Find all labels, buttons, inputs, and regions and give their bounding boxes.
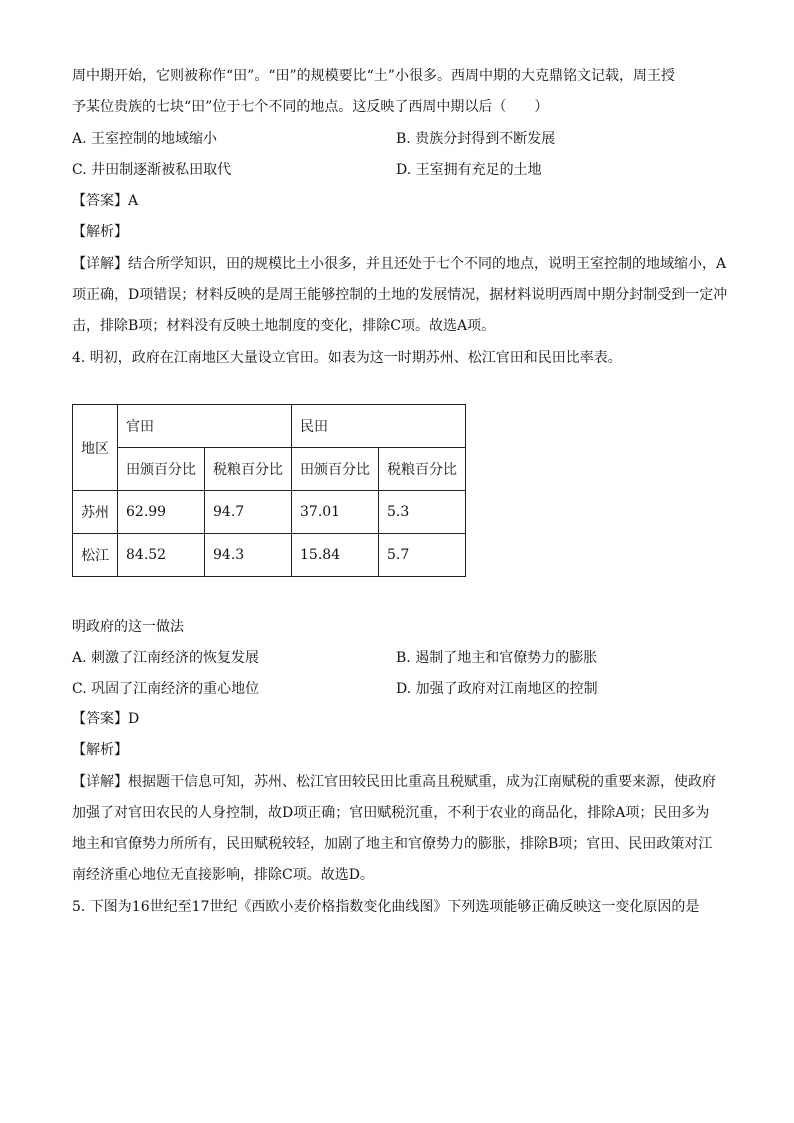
q4-detail-line-4: 南经济重心地位无直接影响，排除C项。故选D。 [72,867,374,883]
q4-stem: 4. 明初，政府在江南地区大量设立官田。如表为这一时期苏州、松江官田和民田比率表。 [72,350,622,366]
q4-option-d: D. 加强了政府对江南地区的控制 [396,681,598,697]
q3-detail-line-2: 项正确，D项错误；材料反映的是周王能够控制的土地的发展情况，据材料说明西周中期分封制受到一定冲 [72,287,728,303]
table-subheader: 税粮百分比 [379,448,466,491]
table-row [73,491,466,534]
q3-option-c: C. 井田制逐渐被私田取代 [72,162,232,178]
q3-option-d: D. 王室拥有充足的土地 [396,162,542,178]
table-header-official: 官田 [118,405,292,448]
table-cell: 37.01 [292,491,379,534]
table-cell: 62.99 [118,491,205,534]
q4-option-b: B. 遏制了地主和官僚势力的膨胀 [396,650,598,666]
table-row [73,534,466,577]
q4-detail-line-1: 【详解】根据题干信息可知，苏州、松江官田较民田比重高且税赋重，成为江南赋税的重要来源，使政府 [72,774,716,790]
table-cell-region: 苏州 [73,491,118,534]
q3-option-a: A. 王室控制的地域缩小 [72,131,218,147]
table-cell: 94.7 [205,491,292,534]
table-header-region: 地区 [73,405,118,491]
q5-stem: 5. 下图为16世纪至17世纪《西欧小麦价格指数变化曲线图》下列选项能够正确反映这一变化原因的是 [72,899,700,915]
q3-options-row-2 [72,160,732,180]
q3-detail-line-1: 【详解】结合所学知识，田的规模比土小很多，并且还处于七个不同的地点，说明王室控制的地域缩小，A [72,256,727,272]
q3-stem-line-2: 予某位贵族的七块“田”位于七个不同的地点。这反映了西周中期以后（ ） [72,99,549,115]
table-cell-region: 松江 [73,534,118,577]
q3-option-b: B. 贵族分封得到不断发展 [396,131,556,147]
table-cell: 15.84 [292,534,379,577]
table-header-row [73,405,466,448]
table-cell: 94.3 [205,534,292,577]
q4-detail-line-2: 加强了对官田农民的人身控制，故D项正确；官田赋税沉重，不利于农业的商品化，排除A项；民田多为 [72,805,710,821]
q4-detail-line-3: 地主和官僚势力所所有，民田赋税较轻，加剧了地主和官僚势力的膨胀，排除B项；官田、民田政策对江 [72,836,713,852]
table-header-private: 民田 [292,405,466,448]
q3-stem-line-1: 周中期开始，它则被称作“田”。“田”的规模要比“土”小很多。西周中期的大克鼎铭文记载，周王授 [72,68,675,84]
table-cell: 5.3 [379,491,466,534]
q4-options-row-2 [72,679,732,699]
q3-detail-line-3: 击，排除B项；材料没有反映土地制度的变化，排除C项。故选A项。 [72,318,496,334]
q4-option-a: A. 刺激了江南经济的恢复发展 [72,650,260,666]
q3-analysis-label: 【解析】 [72,224,128,240]
q3-options-row-1 [72,129,732,149]
table-subheader: 田颁百分比 [292,448,379,491]
table-subheader-row [73,448,466,491]
q4-prompt: 明政府的这一做法 [72,619,184,635]
q4-options-row-1 [72,648,732,668]
q4-data-table [72,404,466,577]
table-subheader: 田颁百分比 [118,448,205,491]
q3-answer: 【答案】A [72,193,139,209]
q4-analysis-label: 【解析】 [72,742,128,758]
table-subheader: 税粮百分比 [205,448,292,491]
table-cell: 5.7 [379,534,466,577]
q4-option-c: C. 巩固了江南经济的重心地位 [72,681,260,697]
table-cell: 84.52 [118,534,205,577]
q4-answer: 【答案】D [72,711,140,727]
